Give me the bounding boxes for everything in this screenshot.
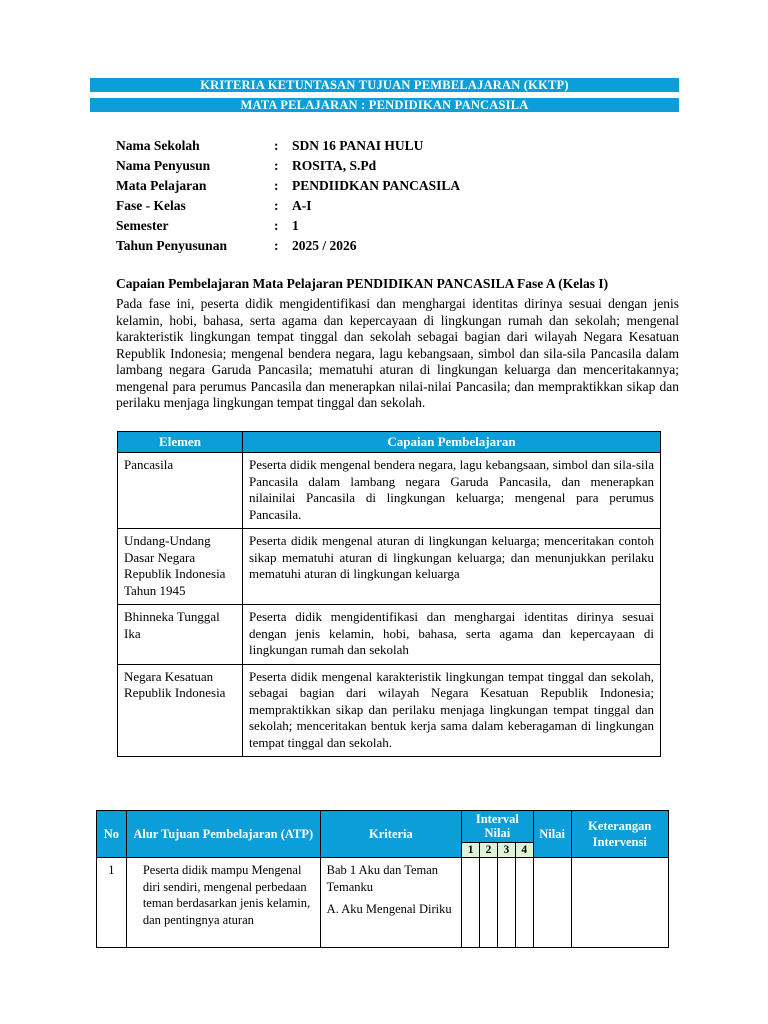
capaian-cell: Peserta didik mengidentifikasi dan menghargai identitas dirinya sesuai dengan jenis kelamin, hobi, bahasa, serta agama dan kepercayaan di lingkungan rumah dan sekolah: [243, 605, 661, 665]
header-keterangan: Keterangan Intervensi: [571, 811, 669, 858]
kriteria-chapter: Bab 1 Aku dan Teman Temanku: [326, 863, 439, 894]
identity-row-author: [116, 156, 676, 176]
identity-row-phase: [116, 196, 676, 216]
nilai-cell[interactable]: [533, 858, 571, 948]
identity-colon: :: [274, 138, 279, 153]
interval-cell-2[interactable]: [480, 858, 498, 948]
header-nilai: Nilai: [533, 811, 571, 858]
identity-value: PENDIIDKAN PANCASILA: [292, 178, 461, 193]
header-capaian: Capaian Pembelajaran: [243, 432, 661, 453]
identity-value: 1: [292, 218, 299, 233]
identity-row-school: [116, 136, 676, 156]
identity-label: Tahun Penyusunan: [116, 238, 227, 253]
header-kriteria: Kriteria: [320, 811, 461, 858]
atp-table: [96, 810, 669, 948]
kriteria-cell: [320, 858, 461, 948]
table-row: [118, 664, 661, 757]
interval-col-4: 4: [515, 842, 533, 857]
identity-colon: :: [274, 238, 279, 253]
header-no: No: [97, 811, 127, 858]
kriteria-subchapter: A. Aku Mengenal Diriku: [326, 902, 452, 916]
identity-label: Mata Pelajaran: [116, 178, 207, 193]
header-elemen: Elemen: [118, 432, 243, 453]
capaian-heading: Capaian Pembelajaran Mata Pelajaran PENDIDIKAN PANCASILA Fase A (Kelas I): [116, 276, 609, 291]
identity-value: ROSITA, S.Pd: [292, 158, 377, 173]
interval-cell-1[interactable]: [462, 858, 480, 948]
capaian-cell: Peserta didik mengenal aturan di lingkungan keluarga; menceritakan contoh sikap mematuhi aturan di lingkungan keluarga; dan menunjukkan perilaku mematuhi aturan di lingkungan keluarga: [243, 529, 661, 605]
document-subtitle: MATA PELAJARAN : PENDIDIKAN PANCASILA: [90, 98, 679, 112]
identity-value: 2025 / 2026: [292, 238, 357, 253]
identity-colon: :: [274, 198, 279, 213]
capaian-table-header-row: [118, 432, 661, 453]
identity-label: Nama Sekolah: [116, 138, 200, 153]
identity-label: Fase - Kelas: [116, 198, 186, 213]
atp-cell: Peserta didik mampu Mengenal diri sendiri, mengenal perbedaan teman berdasarkan jenis kelamin, dan pentingnya aturan: [126, 858, 320, 948]
identity-colon: :: [274, 218, 279, 233]
elemen-cell: Pancasila: [118, 453, 243, 529]
elemen-cell: Undang-Undang Dasar Negara Republik Indonesia Tahun 1945: [118, 529, 243, 605]
atp-header-row: [97, 811, 669, 843]
interval-cell-4[interactable]: [515, 858, 533, 948]
identity-row-subject: [116, 176, 676, 196]
identity-label: Nama Penyusun: [116, 158, 211, 173]
document-title: KRITERIA KETUNTASAN TUJUAN PEMBELAJARAN (KKTP): [90, 78, 679, 92]
capaian-cell: Peserta didik mengenal bendera negara, lagu kebangsaan, simbol dan sila-sila Pancasila dalam lambang negara Garuda Pancasila, dan menerapkan nilainilai Pancasila di lingkungan keluarga; mengenal para perumus Pancasila.: [243, 453, 661, 529]
keterangan-cell[interactable]: [571, 858, 669, 948]
table-row: [118, 453, 661, 529]
identity-row-year: [116, 236, 676, 256]
capaian-cell: Peserta didik mengenal karakteristik lingkungan tempat tinggal dan sekolah, sebagai bagian dari wilayah Negara Kesatuan Republik Indonesia; mempraktikkan sikap dan perilaku menjaga lingkungan tempat tinggal dan sekolah; menceritakan bentuk kerja sama dalam keberagaman di lingkungan tempat tinggal dan sekolah.: [243, 664, 661, 757]
capaian-paragraph: Pada fase ini, peserta didik mengidentifikasi dan menghargai identitas dirinya sesuai dengan jenis kelamin, hobi, bahasa, serta agama dan kepercayaan di lingkungan rumah dan sekolah; mengenal karakteristik lingkungan tempat tinggal dan sekolah sebagai bagian dari wilayah Negara Kesatuan Republik Indonesia; mengenal bendera negara, lagu kebangsaan, simbol dan sila-sila Pancasila dalam lambang negara Garuda Pancasila; mematuhi aturan di lingkungan keluarga dan menceritakannya; mengenal para perumus Pancasila dan menerapkan nilai-nilai Pancasila; dan mempraktikkan sikap dan perilaku menjaga lingkungan tempat tinggal dan sekolah.: [116, 296, 679, 410]
interval-col-2: 2: [480, 842, 498, 857]
interval-cell-3[interactable]: [497, 858, 515, 948]
identity-block: [116, 136, 676, 256]
identity-row-semester: [116, 216, 676, 236]
table-row: [118, 605, 661, 665]
elemen-cell: Bhinneka Tunggal Ika: [118, 605, 243, 665]
elemen-cell: Negara Kesatuan Republik Indonesia: [118, 664, 243, 757]
table-row: [118, 529, 661, 605]
capaian-table: [117, 431, 661, 757]
table-row: [97, 858, 669, 948]
no-cell: 1: [97, 858, 127, 948]
identity-label: Semester: [116, 218, 169, 233]
identity-colon: :: [274, 158, 279, 173]
identity-colon: :: [274, 178, 279, 193]
header-atp: Alur Tujuan Pembelajaran (ATP): [126, 811, 320, 858]
interval-col-1: 1: [462, 842, 480, 857]
identity-value: SDN 16 PANAI HULU: [292, 138, 424, 153]
interval-col-3: 3: [497, 842, 515, 857]
identity-value: A-I: [292, 198, 312, 213]
header-interval: Interval Nilai: [462, 811, 534, 843]
